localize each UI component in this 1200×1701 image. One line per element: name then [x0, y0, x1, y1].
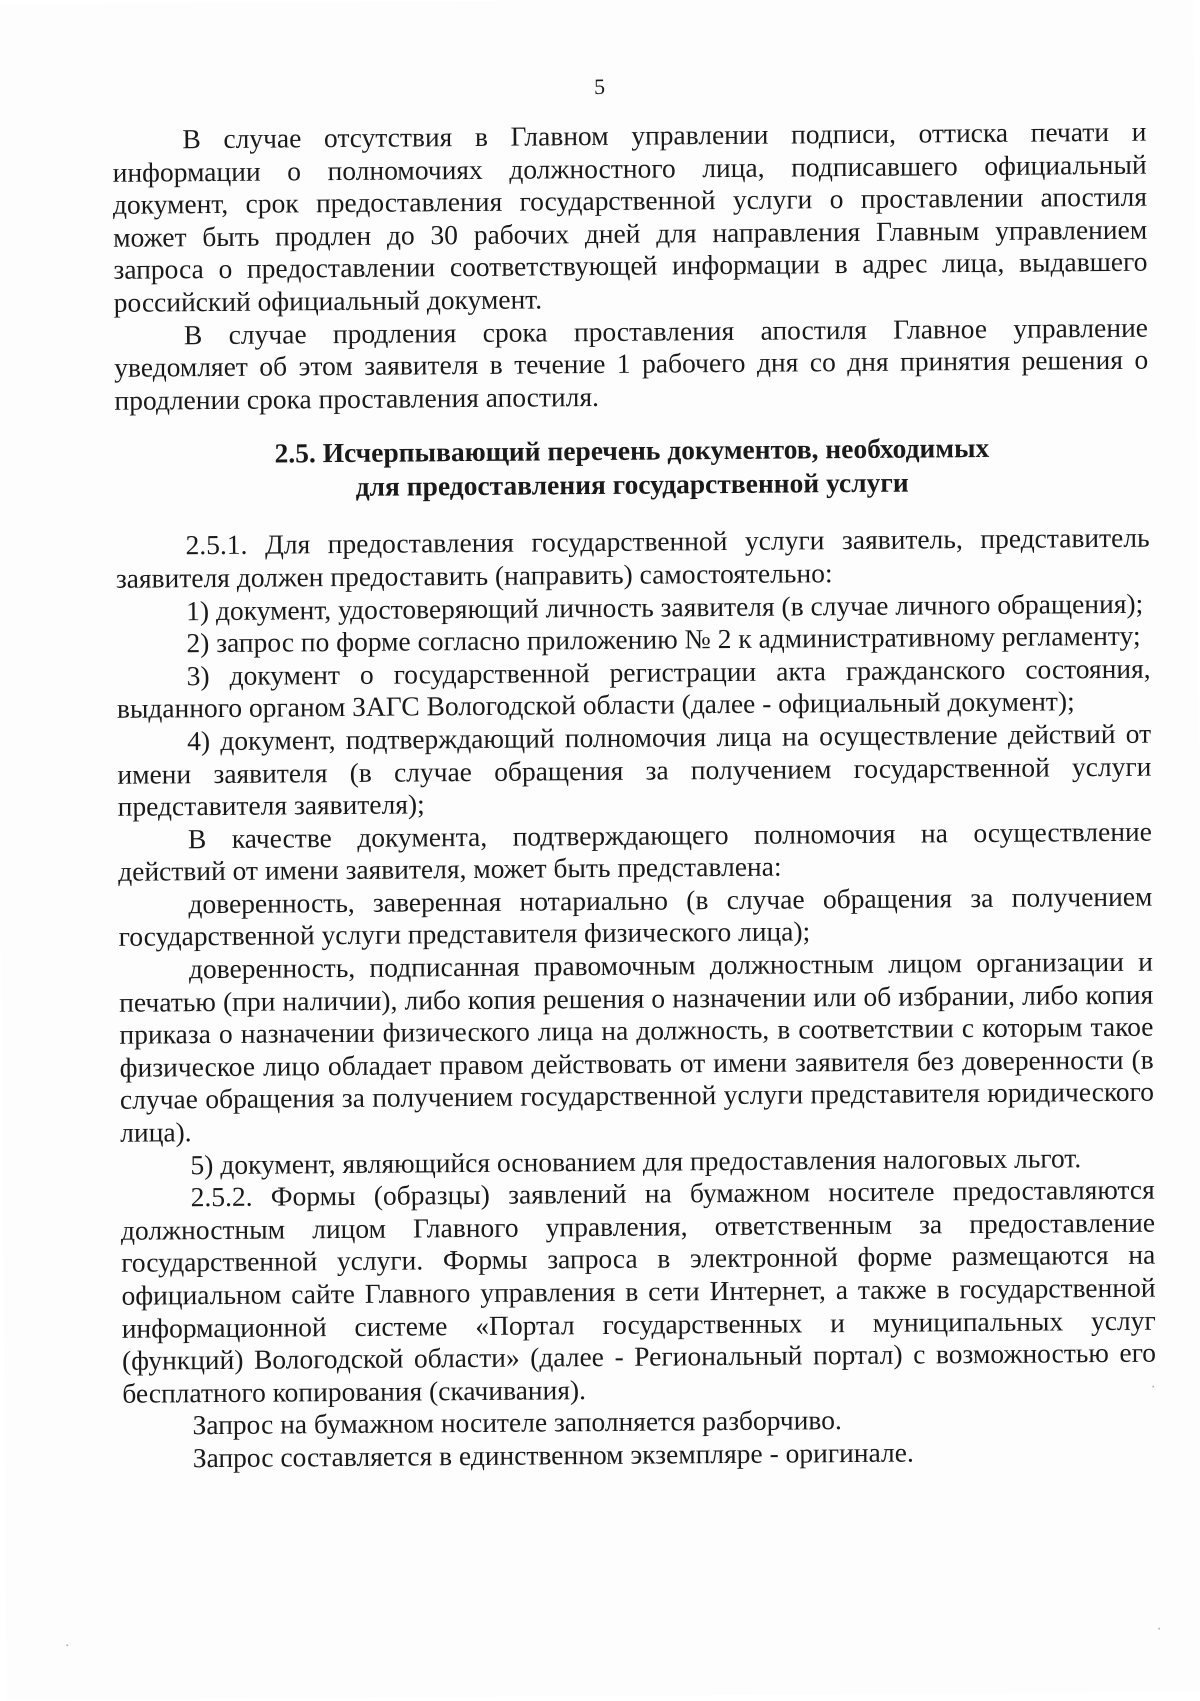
paragraph-authority-document: В качестве документа, подтверждающего полномочия на осуществление действий от имени заявителя, может быть представлена:	[118, 815, 1153, 888]
section-heading-line-1: 2.5. Исчерпывающий перечень документов, необходимых	[274, 432, 990, 469]
paragraph-2-5-2: 2.5.2. Формы (образцы) заявлений на бумажном носителе предоставляются должностным лицом Главного управления, ответственным за предоставление государственной услуги. Формы запроса в электронной форме размещаются на официальном сайте Главного управления в сети Интернет, а также в государственной информационной системе «Портал государственных и муниципальных услуг (функций) Вологодской области» (далее - Региональный портал) с возможностью его бесплатного копирования (скачивания).	[120, 1173, 1157, 1409]
page-number: 5	[593, 73, 606, 100]
scan-speck	[66, 1644, 68, 1646]
section-heading	[115, 430, 1150, 506]
paragraph-2-5-1: 2.5.1. Для предоставления государственной услуги заявитель, представитель заявителя должен предоставить (направить) самостоятельно:	[115, 522, 1150, 594]
paragraph-term-extension: В случае продления срока проставления апостиля Главное управление уведомляет об этом заявителя в течение 1 рабочего дня со дня принятия решения о продлении срока проставления апостиля.	[114, 311, 1149, 416]
paragraph-notarized-power: доверенность, заверенная нотариально (в случае обращения за получением государственной услуги представителя физического лица);	[118, 880, 1153, 953]
list-item-5: 5) документ, являющийся основанием для предоставления налоговых льгот.	[190, 1141, 1082, 1180]
list-item-4: 4) документ, подтверждающий полномочия лица на осуществление действий от имени заявителя (в случае обращения за получением государственной услуги представителя заявителя);	[117, 717, 1152, 822]
paragraph-legibility: Запрос на бумажном носителе заполняется разборчиво.	[192, 1404, 842, 1441]
list-item-2: 2) запрос по форме согласно приложению № 2 к административному регламенту;	[186, 619, 1141, 659]
paragraph-single-copy: Запрос составляется в единственном экземпляре - оригинале.	[192, 1436, 914, 1474]
paragraph-signed-power: доверенность, подписанная правомочным должностным лицом организации и печатью (при наличии), либо копия решения о назначении или об избрании, либо копия приказа о назначении физического лица на должность, в соответствии с которым такое физическое лицо обладает правом действовать от имени заявителя без доверенности (в случае обращения за получением государственной услуги представителя юридического лица).	[119, 945, 1155, 1148]
list-item-1: 1) документ, удостоверяющий личность заявителя (в случае личного обращения);	[185, 587, 1144, 626]
document-body	[112, 116, 1157, 1476]
list-item-3: 3) документ о государственной регистрации акта гражданского состояния, выданного органом ЗАГС Вологодской области (далее - официальный документ);	[116, 652, 1151, 725]
paragraph-signature-absence: В случае отсутствия в Главном управлении подписи, оттиска печати и информации о полномочиях должностного лица, подписавшего официальный документ, срок предоставления государственной услуги о проставлении апостиля может быть продлен до 30 рабочих дней для направления Главным управлением запроса о предоставлении соответствующей информации в адрес лица, выдавшего российский официальный документ.	[112, 115, 1148, 318]
section-heading-line-2: для предоставления государственной услуги	[355, 466, 909, 503]
scan-speck	[1152, 1386, 1154, 1388]
scan-speck	[1158, 1628, 1160, 1630]
